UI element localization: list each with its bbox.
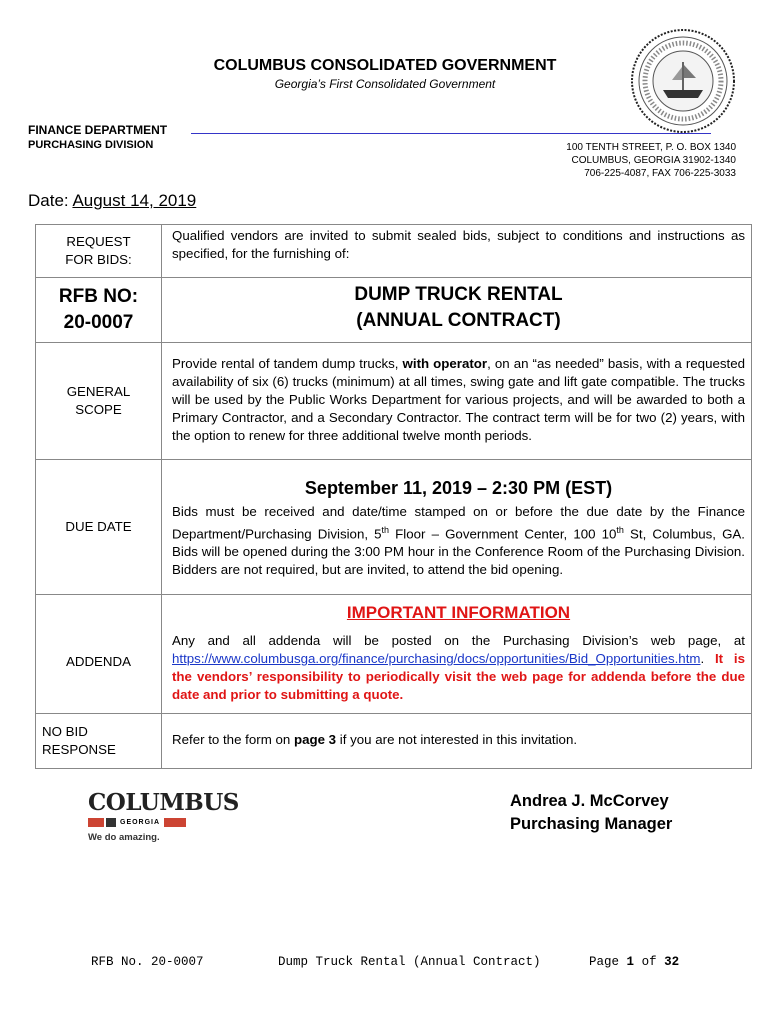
page-current: 1	[626, 955, 635, 969]
due-date-text	[172, 503, 745, 579]
address-block	[566, 141, 736, 180]
date-value: August 14, 2019	[72, 191, 197, 210]
columbus-logo	[88, 789, 239, 850]
bid-title	[172, 282, 745, 334]
due-text-part: St, Columbus, GA. Bids will be opened during the 3:00 PM hour in the Conference Room of the Purchasing Division. Bidders are not required, but are invited, to attend the bid opening.	[172, 526, 745, 578]
purchasing-division-label: PURCHASING DIVISION	[28, 139, 154, 151]
header-rule	[191, 133, 711, 134]
due-date-label-cell	[36, 460, 162, 595]
address-line: 100 TENTH STREET, P. O. BOX 1340	[566, 142, 736, 153]
page-label: Page	[589, 955, 620, 969]
scope-text-post: , on an “as needed” basis, with a requested availability of six (6) trucks (minimum) at all times, swing gate and lift gate compatible. The trucks will be used by the Public Works Department for various projects, and will be awarded to both a Primary Contractor, and a Secondary Contractor. The contract term will be for two (2) years, with the option to renew for three additional twelve month periods.	[172, 356, 745, 443]
government-subtitle: Georgia’s First Consolidated Government	[274, 77, 496, 91]
addenda-cell	[162, 595, 752, 714]
city-seal-icon	[630, 28, 736, 134]
signature-block	[510, 790, 672, 836]
table-row	[36, 278, 752, 343]
bid-opportunities-link[interactable]: https://www.columbusga.org/finance/purchasing/docs/opportunities/Bid_Opportunities.htm	[172, 651, 701, 666]
no-bid-label: NO BID	[42, 724, 88, 739]
date-label: Date:	[28, 191, 69, 210]
rfb-number: 20-0007	[63, 312, 134, 333]
logo-tagline: We do amazing.	[88, 832, 160, 843]
government-title: COLUMBUS CONSOLIDATED GOVERNMENT	[213, 57, 557, 74]
addenda-text	[172, 632, 745, 704]
footer-document-title: Dump Truck Rental (Annual Contract)	[278, 955, 541, 969]
finance-department-label: FINANCE DEPARTMENT	[28, 123, 168, 137]
addenda-label-cell	[36, 595, 162, 714]
address-line: 706-225-4087, FAX 706-225-3033	[584, 168, 736, 179]
addenda-label: ADDENDA	[65, 654, 132, 669]
table-row	[36, 460, 752, 595]
date-line	[28, 191, 196, 211]
request-label: FOR BIDS:	[65, 252, 132, 267]
footer-page-number	[589, 955, 679, 969]
table-row	[36, 714, 752, 769]
scope-label: SCOPE	[75, 402, 122, 417]
no-bid-pre: Refer to the form on	[172, 732, 294, 747]
scope-label-cell	[36, 343, 162, 460]
due-text-part: Floor – Government Center, 100 10	[389, 526, 617, 542]
page-of-label: of	[641, 955, 657, 969]
logo-state: GEORGIA	[120, 818, 161, 826]
request-text: Qualified vendors are invited to submit sealed bids, subject to conditions and instructions as specified, for the furnishing of:	[162, 225, 752, 278]
bid-info-table	[35, 224, 752, 769]
logo-band	[88, 817, 208, 827]
addenda-text-pre: Any and all addenda will be posted on the Purchasing Division’s web page, at	[172, 633, 745, 648]
footer-rfb-number: RFB No. 20-0007	[91, 955, 204, 969]
logo-wordmark: COLUMBUS	[88, 789, 239, 816]
no-bid-post: if you are not interested in this invitation.	[336, 732, 578, 747]
page-total: 32	[664, 955, 680, 969]
ordinal-suffix: th	[616, 524, 624, 535]
table-row	[36, 343, 752, 460]
bid-title-line: DUMP TRUCK RENTAL	[354, 284, 563, 305]
important-information-heading: IMPORTANT INFORMATION	[346, 603, 571, 622]
addenda-text-dot: .	[700, 651, 705, 666]
due-date-cell	[162, 460, 752, 595]
no-bid-label-cell	[36, 714, 162, 769]
table-row	[36, 225, 752, 278]
logo-red-block	[88, 818, 104, 827]
rfb-label: RFB NO:	[58, 286, 139, 307]
addenda-warning: It is the vendors’ responsibility to periodically visit the web page for addenda before the due date and prior to submitting a quote.	[172, 651, 745, 702]
scope-label: GENERAL	[66, 384, 131, 399]
scope-text-bold: with operator	[402, 356, 488, 371]
no-bid-label: RESPONSE	[42, 742, 116, 757]
logo-dark-block	[106, 818, 116, 827]
bid-title-cell	[162, 278, 752, 343]
due-text-part: Bids must be received and date/time stamped on or before the due date by the Finance Department/Purchasing Division, 5	[172, 503, 745, 542]
address-line: COLUMBUS, GEORGIA 31902-1340	[571, 155, 736, 166]
due-date-title: September 11, 2019 – 2:30 PM (EST)	[304, 477, 613, 498]
no-bid-bold: page 3	[293, 732, 337, 747]
request-label-cell	[36, 225, 162, 278]
table-row	[36, 595, 752, 714]
signer-name: Andrea J. McCorvey	[510, 792, 669, 810]
scope-text	[162, 343, 752, 460]
rfb-number-cell	[36, 278, 162, 343]
logo-red-block	[164, 818, 186, 827]
request-label: REQUEST	[66, 234, 131, 249]
scope-text-pre: Provide rental of tandem dump trucks,	[172, 356, 403, 371]
ordinal-suffix: th	[381, 524, 390, 535]
due-date-label: DUE DATE	[65, 519, 132, 534]
no-bid-text	[162, 714, 752, 769]
signer-title: Purchasing Manager	[510, 815, 673, 833]
bid-title-line: (ANNUAL CONTRACT)	[356, 310, 561, 331]
